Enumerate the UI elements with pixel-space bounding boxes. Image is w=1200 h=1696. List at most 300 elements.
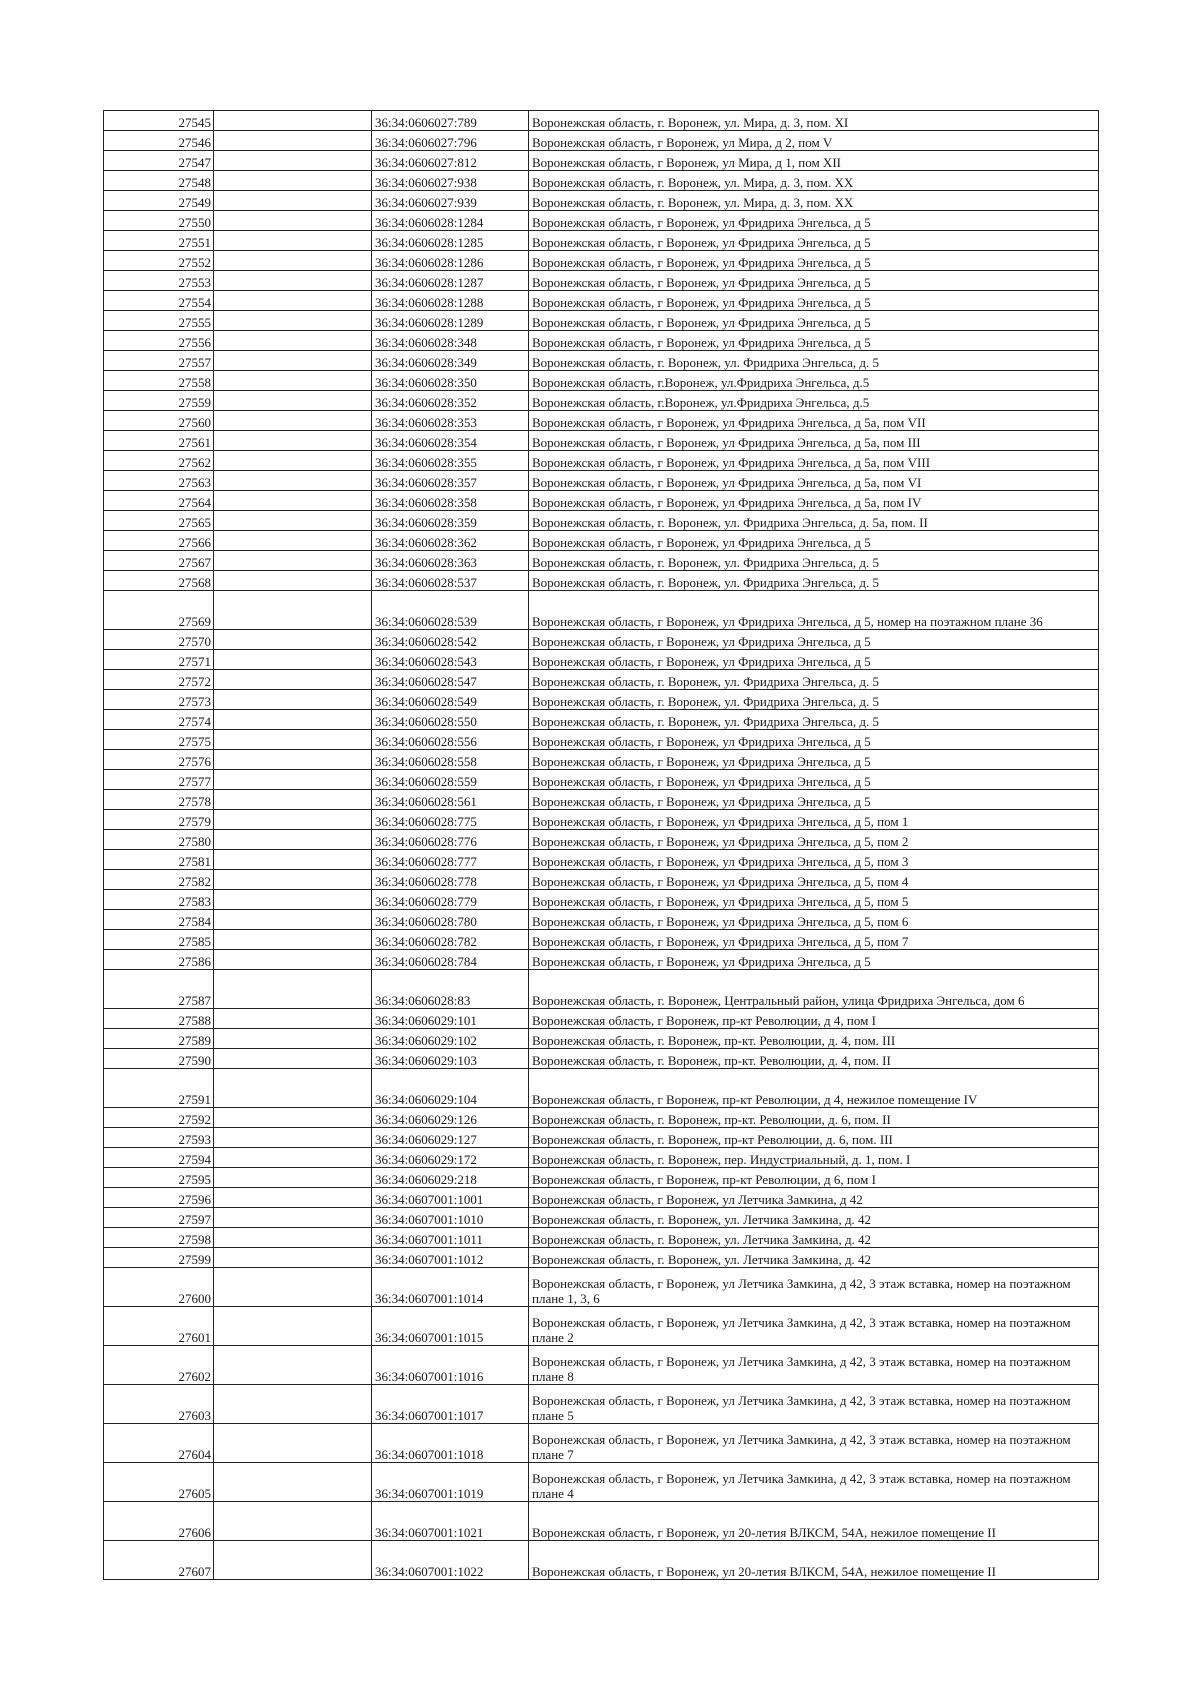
cadastral-number-cell: 36:34:0606028:83 [372,970,529,1009]
address-cell: Воронежская область, г. Воронеж, ул. Мира, д. 3, пом. XX [529,171,1099,191]
address-cell: Воронежская область, г Воронеж, ул Мира, д 1, пом XII [529,151,1099,171]
table-row [104,431,1099,451]
cadastral-number-cell: 36:34:0606029:218 [372,1168,529,1188]
table-row [104,451,1099,471]
address-cell: Воронежская область, г. Воронеж, ул. Фридриха Энгельса, д. 5 [529,351,1099,371]
empty-cell [214,1148,372,1168]
empty-cell [214,830,372,850]
table-row [104,271,1099,291]
row-number-cell: 27557 [104,351,214,371]
cadastral-number-cell: 36:34:0606028:362 [372,531,529,551]
table-row [104,251,1099,271]
address-cell: Воронежская область, г Воронеж, ул Летчика Замкина, д 42 [529,1188,1099,1208]
cadastral-number-cell: 36:34:0606028:543 [372,650,529,670]
cadastral-number-cell: 36:34:0606028:784 [372,950,529,970]
row-number-cell: 27592 [104,1108,214,1128]
address-cell: Воронежская область, г Воронеж, ул Фридриха Энгельса, д 5, номер на поэтажном плане 36 [529,591,1099,630]
table-row [104,171,1099,191]
empty-cell [214,311,372,331]
table-row [104,1385,1099,1424]
row-number-cell: 27578 [104,790,214,810]
table-row [104,970,1099,1009]
table-row [104,910,1099,930]
empty-cell [214,870,372,890]
empty-cell [214,1049,372,1069]
table-row [104,551,1099,571]
empty-cell [214,1128,372,1148]
row-number-cell: 27595 [104,1168,214,1188]
cadastral-number-cell: 36:34:0606029:126 [372,1108,529,1128]
empty-cell [214,1168,372,1188]
empty-cell [214,291,372,311]
row-number-cell: 27554 [104,291,214,311]
table-row [104,1148,1099,1168]
row-number-cell: 27593 [104,1128,214,1148]
address-cell: Воронежская область, г Воронеж, ул Фридриха Энгельса, д 5а, пом VII [529,411,1099,431]
empty-cell [214,850,372,870]
address-cell: Воронежская область, г Воронеж, ул Фридриха Энгельса, д 5, пом 4 [529,870,1099,890]
empty-cell [214,710,372,730]
row-number-cell: 27546 [104,131,214,151]
table-row [104,371,1099,391]
cadastral-number-cell: 36:34:0606028:779 [372,890,529,910]
cadastral-number-cell: 36:34:0606028:559 [372,770,529,790]
row-number-cell: 27590 [104,1049,214,1069]
cadastral-number-cell: 36:34:0606029:172 [372,1148,529,1168]
empty-cell [214,431,372,451]
table-row [104,311,1099,331]
table-row [104,111,1099,131]
cadastral-number-cell: 36:34:0606028:357 [372,471,529,491]
table-row [104,331,1099,351]
row-number-cell: 27564 [104,491,214,511]
address-cell: Воронежская область, г Воронеж, ул 20-летия ВЛКСМ, 54А, нежилое помещение II [529,1541,1099,1580]
table-row [104,1069,1099,1108]
empty-cell [214,1541,372,1580]
empty-cell [214,1346,372,1385]
empty-cell [214,131,372,151]
row-number-cell: 27548 [104,171,214,191]
row-number-cell: 27549 [104,191,214,211]
cadastral-number-cell: 36:34:0607001:1015 [372,1307,529,1346]
table-row [104,810,1099,830]
table-row [104,351,1099,371]
empty-cell [214,171,372,191]
empty-cell [214,1228,372,1248]
empty-cell [214,151,372,171]
row-number-cell: 27587 [104,970,214,1009]
cadastral-number-cell: 36:34:0606027:938 [372,171,529,191]
empty-cell [214,351,372,371]
row-number-cell: 27589 [104,1029,214,1049]
empty-cell [214,1108,372,1128]
row-number-cell: 27575 [104,730,214,750]
table-row [104,950,1099,970]
cadastral-number-cell: 36:34:0606027:789 [372,111,529,131]
cadastral-number-cell: 36:34:0607001:1017 [372,1385,529,1424]
empty-cell [214,670,372,690]
table-row [104,630,1099,650]
table-row [104,1346,1099,1385]
row-number-cell: 27596 [104,1188,214,1208]
empty-cell [214,511,372,531]
cadastral-number-cell: 36:34:0607001:1016 [372,1346,529,1385]
row-number-cell: 27597 [104,1208,214,1228]
table-row [104,1009,1099,1029]
row-number-cell: 27576 [104,750,214,770]
cadastral-number-cell: 36:34:0606028:348 [372,331,529,351]
address-cell: Воронежская область, г Воронеж, ул Летчика Замкина, д 42, 3 этаж вставка, номер на поэтажном плане 8 [529,1346,1099,1385]
address-cell: Воронежская область, г Воронеж, ул Фридриха Энгельса, д 5 [529,251,1099,271]
empty-cell [214,1424,372,1463]
table-row [104,191,1099,211]
empty-cell [214,750,372,770]
row-number-cell: 27601 [104,1307,214,1346]
cadastral-number-cell: 36:34:0606028:354 [372,431,529,451]
empty-cell [214,790,372,810]
table-row [104,770,1099,790]
cadastral-number-cell: 36:34:0607001:1021 [372,1502,529,1541]
row-number-cell: 27547 [104,151,214,171]
address-cell: Воронежская область, г. Воронеж, ул. Фридриха Энгельса, д. 5 [529,710,1099,730]
empty-cell [214,411,372,431]
empty-cell [214,1029,372,1049]
empty-cell [214,251,372,271]
row-number-cell: 27583 [104,890,214,910]
cadastral-number-cell: 36:34:0606028:353 [372,411,529,431]
empty-cell [214,730,372,750]
address-cell: Воронежская область, г. Воронеж, ул. Фридриха Энгельса, д. 5 [529,670,1099,690]
address-cell: Воронежская область, г Воронеж, ул Фридриха Энгельса, д 5 [529,271,1099,291]
address-cell: Воронежская область, г. Воронеж, пер. Индустриальный, д. 1, пом. I [529,1148,1099,1168]
row-number-cell: 27558 [104,371,214,391]
row-number-cell: 27580 [104,830,214,850]
table-row [104,211,1099,231]
row-number-cell: 27579 [104,810,214,830]
table-row [104,1228,1099,1248]
cadastral-number-cell: 36:34:0606029:103 [372,1049,529,1069]
cadastral-number-cell: 36:34:0606028:780 [372,910,529,930]
empty-cell [214,191,372,211]
row-number-cell: 27577 [104,770,214,790]
cadastral-number-cell: 36:34:0606028:1285 [372,231,529,251]
cadastral-number-cell: 36:34:0606029:127 [372,1128,529,1148]
cadastral-number-cell: 36:34:0606028:775 [372,810,529,830]
address-cell: Воронежская область, г Воронеж, ул Фридриха Энгельса, д 5, пом 1 [529,810,1099,830]
empty-cell [214,1069,372,1108]
cadastral-number-cell: 36:34:0606028:539 [372,591,529,630]
cadastral-number-cell: 36:34:0606028:537 [372,571,529,591]
table-row [104,1049,1099,1069]
table-row [104,850,1099,870]
cadastral-number-cell: 36:34:0607001:1012 [372,1248,529,1268]
cadastral-number-cell: 36:34:0606029:102 [372,1029,529,1049]
address-cell: Воронежская область, г Воронеж, ул Фридриха Энгельса, д 5 [529,291,1099,311]
empty-cell [214,910,372,930]
cadastral-number-cell: 36:34:0606028:778 [372,870,529,890]
address-cell: Воронежская область, г Воронеж, ул Летчика Замкина, д 42, 3 этаж вставка, номер на поэтажном плане 4 [529,1463,1099,1502]
address-cell: Воронежская область, г Воронеж, пр-кт Революции, д 4, пом I [529,1009,1099,1029]
table-row [104,1168,1099,1188]
address-cell: Воронежская область, г Воронеж, ул Фридриха Энгельса, д 5 [529,750,1099,770]
cadastral-number-cell: 36:34:0606028:1288 [372,291,529,311]
cadastral-number-cell: 36:34:0606028:1284 [372,211,529,231]
table-row [104,930,1099,950]
cadastral-number-cell: 36:34:0606028:782 [372,930,529,950]
cadastral-number-cell: 36:34:0606028:1287 [372,271,529,291]
row-number-cell: 27586 [104,950,214,970]
address-cell: Воронежская область, г.Воронеж, ул.Фридриха Энгельса, д.5 [529,391,1099,411]
address-cell: Воронежская область, г Воронеж, ул Фридриха Энгельса, д 5 [529,630,1099,650]
address-cell: Воронежская область, г Воронеж, ул Фридриха Энгельса, д 5 [529,650,1099,670]
table-row [104,830,1099,850]
row-number-cell: 27598 [104,1228,214,1248]
row-number-cell: 27600 [104,1268,214,1307]
row-number-cell: 27584 [104,910,214,930]
row-number-cell: 27556 [104,331,214,351]
table-row [104,1541,1099,1580]
empty-cell [214,531,372,551]
table-row [104,1307,1099,1346]
empty-cell [214,571,372,591]
empty-cell [214,1248,372,1268]
cadastral-number-cell: 36:34:0606028:358 [372,491,529,511]
address-cell: Воронежская область, г Воронеж, пр-кт Революции, д 6, пом I [529,1168,1099,1188]
cadastral-number-cell: 36:34:0606028:363 [372,551,529,571]
table-row [104,1268,1099,1307]
address-cell: Воронежская область, г Воронеж, пр-кт Революции, д 4, нежилое помещение IV [529,1069,1099,1108]
table-row [104,750,1099,770]
table-row [104,1463,1099,1502]
address-cell: Воронежская область, г. Воронеж, ул. Фридриха Энгельса, д. 5а, пом. II [529,511,1099,531]
address-cell: Воронежская область, г. Воронеж, пр-кт. Революции, д. 4, пом. II [529,1049,1099,1069]
row-number-cell: 27553 [104,271,214,291]
row-number-cell: 27604 [104,1424,214,1463]
table-row [104,790,1099,810]
table-row [104,231,1099,251]
registry-table [103,110,1099,1580]
cadastral-number-cell: 36:34:0606028:561 [372,790,529,810]
address-cell: Воронежская область, г Воронеж, ул Фридриха Энгельса, д 5 [529,770,1099,790]
address-cell: Воронежская область, г Воронеж, ул Фридриха Энгельса, д 5, пом 5 [529,890,1099,910]
address-cell: Воронежская область, г Воронеж, ул Фридриха Энгельса, д 5 [529,311,1099,331]
empty-cell [214,1385,372,1424]
table-row [104,531,1099,551]
address-cell: Воронежская область, г Воронеж, ул Летчика Замкина, д 42, 3 этаж вставка, номер на поэтажном плане 1, 3, 6 [529,1268,1099,1307]
address-cell: Воронежская область, г Воронеж, ул Фридриха Энгельса, д 5а, пом VIII [529,451,1099,471]
address-cell: Воронежская область, г Воронеж, ул Фридриха Энгельса, д 5, пом 2 [529,830,1099,850]
registry-table-body [104,111,1099,1580]
address-cell: Воронежская область, г.Воронеж, ул.Фридриха Энгельса, д.5 [529,371,1099,391]
address-cell: Воронежская область, г. Воронеж, ул. Фридриха Энгельса, д. 5 [529,571,1099,591]
empty-cell [214,491,372,511]
empty-cell [214,331,372,351]
address-cell: Воронежская область, г. Воронеж, ул. Мира, д. 3, пом. XI [529,111,1099,131]
cadastral-number-cell: 36:34:0606028:776 [372,830,529,850]
table-row [104,471,1099,491]
address-cell: Воронежская область, г Воронеж, ул Летчика Замкина, д 42, 3 этаж вставка, номер на поэтажном плане 5 [529,1385,1099,1424]
row-number-cell: 27605 [104,1463,214,1502]
row-number-cell: 27559 [104,391,214,411]
address-cell: Воронежская область, г Воронеж, ул Фридриха Энгельса, д 5а, пом VI [529,471,1099,491]
address-cell: Воронежская область, г Воронеж, ул Фридриха Энгельса, д 5 [529,730,1099,750]
empty-cell [214,391,372,411]
table-row [104,1424,1099,1463]
cadastral-number-cell: 36:34:0606027:796 [372,131,529,151]
address-cell: Воронежская область, г. Воронеж, пр-кт. Революции, д. 6, пом. II [529,1108,1099,1128]
row-number-cell: 27551 [104,231,214,251]
row-number-cell: 27567 [104,551,214,571]
empty-cell [214,1463,372,1502]
row-number-cell: 27555 [104,311,214,331]
empty-cell [214,970,372,1009]
address-cell: Воронежская область, г. Воронеж, ул. Мира, д. 3, пом. XX [529,191,1099,211]
empty-cell [214,471,372,491]
table-row [104,690,1099,710]
cadastral-number-cell: 36:34:0606028:352 [372,391,529,411]
table-row [104,1108,1099,1128]
table-row [104,730,1099,750]
table-row [104,411,1099,431]
row-number-cell: 27572 [104,670,214,690]
row-number-cell: 27571 [104,650,214,670]
address-cell: Воронежская область, г Воронеж, ул 20-летия ВЛКСМ, 54А, нежилое помещение II [529,1502,1099,1541]
empty-cell [214,211,372,231]
address-cell: Воронежская область, г Воронеж, ул Летчика Замкина, д 42, 3 этаж вставка, номер на поэтажном плане 2 [529,1307,1099,1346]
row-number-cell: 27606 [104,1502,214,1541]
empty-cell [214,650,372,670]
table-row [104,710,1099,730]
row-number-cell: 27545 [104,111,214,131]
empty-cell [214,810,372,830]
cadastral-number-cell: 36:34:0606028:547 [372,670,529,690]
row-number-cell: 27566 [104,531,214,551]
address-cell: Воронежская область, г Воронеж, ул Фридриха Энгельса, д 5 [529,790,1099,810]
cadastral-number-cell: 36:34:0606028:550 [372,710,529,730]
cadastral-number-cell: 36:34:0606027:812 [372,151,529,171]
empty-cell [214,371,372,391]
empty-cell [214,690,372,710]
row-number-cell: 27607 [104,1541,214,1580]
address-cell: Воронежская область, г. Воронеж, ул. Фридриха Энгельса, д. 5 [529,690,1099,710]
empty-cell [214,950,372,970]
empty-cell [214,271,372,291]
cadastral-number-cell: 36:34:0606028:549 [372,690,529,710]
table-row [104,1502,1099,1541]
address-cell: Воронежская область, г Воронеж, ул Фридриха Энгельса, д 5 [529,331,1099,351]
address-cell: Воронежская область, г Воронеж, ул Фридриха Энгельса, д 5, пом 6 [529,910,1099,930]
cadastral-number-cell: 36:34:0606028:542 [372,630,529,650]
empty-cell [214,770,372,790]
address-cell: Воронежская область, г Воронеж, ул Летчика Замкина, д 42, 3 этаж вставка, номер на поэтажном плане 7 [529,1424,1099,1463]
cadastral-number-cell: 36:34:0606028:556 [372,730,529,750]
empty-cell [214,1268,372,1307]
row-number-cell: 27563 [104,471,214,491]
row-number-cell: 27552 [104,251,214,271]
table-row [104,131,1099,151]
address-cell: Воронежская область, г Воронеж, ул Фридриха Энгельса, д 5а, пом III [529,431,1099,451]
address-cell: Воронежская область, г Воронеж, ул Фридриха Энгельса, д 5 [529,231,1099,251]
empty-cell [214,111,372,131]
cadastral-number-cell: 36:34:0607001:1010 [372,1208,529,1228]
address-cell: Воронежская область, г. Воронеж, пр-кт. Революции, д. 4, пом. III [529,1029,1099,1049]
row-number-cell: 27591 [104,1069,214,1108]
table-row [104,511,1099,531]
address-cell: Воронежская область, г. Воронеж, ул. Фридриха Энгельса, д. 5 [529,551,1099,571]
address-cell: Воронежская область, г. Воронеж, Центральный район, улица Фридриха Энгельса, дом 6 [529,970,1099,1009]
table-row [104,151,1099,171]
empty-cell [214,231,372,251]
row-number-cell: 27550 [104,211,214,231]
table-row [104,1188,1099,1208]
empty-cell [214,1009,372,1029]
table-row [104,650,1099,670]
address-cell: Воронежская область, г Воронеж, ул Фридриха Энгельса, д 5 [529,531,1099,551]
table-row [104,870,1099,890]
cadastral-number-cell: 36:34:0606029:104 [372,1069,529,1108]
row-number-cell: 27599 [104,1248,214,1268]
table-row [104,291,1099,311]
table-row [104,890,1099,910]
row-number-cell: 27603 [104,1385,214,1424]
cadastral-number-cell: 36:34:0607001:1022 [372,1541,529,1580]
row-number-cell: 27602 [104,1346,214,1385]
cadastral-number-cell: 36:34:0606028:350 [372,371,529,391]
empty-cell [214,930,372,950]
empty-cell [214,1188,372,1208]
table-row [104,1248,1099,1268]
cadastral-number-cell: 36:34:0607001:1014 [372,1268,529,1307]
empty-cell [214,630,372,650]
cadastral-number-cell: 36:34:0607001:1018 [372,1424,529,1463]
address-cell: Воронежская область, г Воронеж, ул Фридриха Энгельса, д 5 [529,211,1099,231]
empty-cell [214,890,372,910]
cadastral-number-cell: 36:34:0606028:1289 [372,311,529,331]
row-number-cell: 27573 [104,690,214,710]
cadastral-number-cell: 36:34:0606028:349 [372,351,529,371]
row-number-cell: 27585 [104,930,214,950]
table-row [104,1029,1099,1049]
cadastral-number-cell: 36:34:0607001:1019 [372,1463,529,1502]
table-row [104,571,1099,591]
row-number-cell: 27570 [104,630,214,650]
empty-cell [214,551,372,571]
row-number-cell: 27560 [104,411,214,431]
address-cell: Воронежская область, г Воронеж, ул Фридриха Энгельса, д 5, пом 3 [529,850,1099,870]
row-number-cell: 27588 [104,1009,214,1029]
row-number-cell: 27568 [104,571,214,591]
cadastral-number-cell: 36:34:0606028:1286 [372,251,529,271]
table-row [104,591,1099,630]
empty-cell [214,1307,372,1346]
address-cell: Воронежская область, г Воронеж, ул Фридриха Энгельса, д 5, пом 7 [529,930,1099,950]
row-number-cell: 27565 [104,511,214,531]
row-number-cell: 27569 [104,591,214,630]
row-number-cell: 27582 [104,870,214,890]
table-row [104,391,1099,411]
address-cell: Воронежская область, г. Воронеж, ул. Летчика Замкина, д. 42 [529,1228,1099,1248]
cadastral-number-cell: 36:34:0607001:1001 [372,1188,529,1208]
empty-cell [214,591,372,630]
cadastral-number-cell: 36:34:0606028:558 [372,750,529,770]
cadastral-number-cell: 36:34:0606028:359 [372,511,529,531]
table-row [104,1208,1099,1228]
row-number-cell: 27561 [104,431,214,451]
row-number-cell: 27574 [104,710,214,730]
row-number-cell: 27594 [104,1148,214,1168]
address-cell: Воронежская область, г Воронеж, ул Фридриха Энгельса, д 5 [529,950,1099,970]
row-number-cell: 27581 [104,850,214,870]
